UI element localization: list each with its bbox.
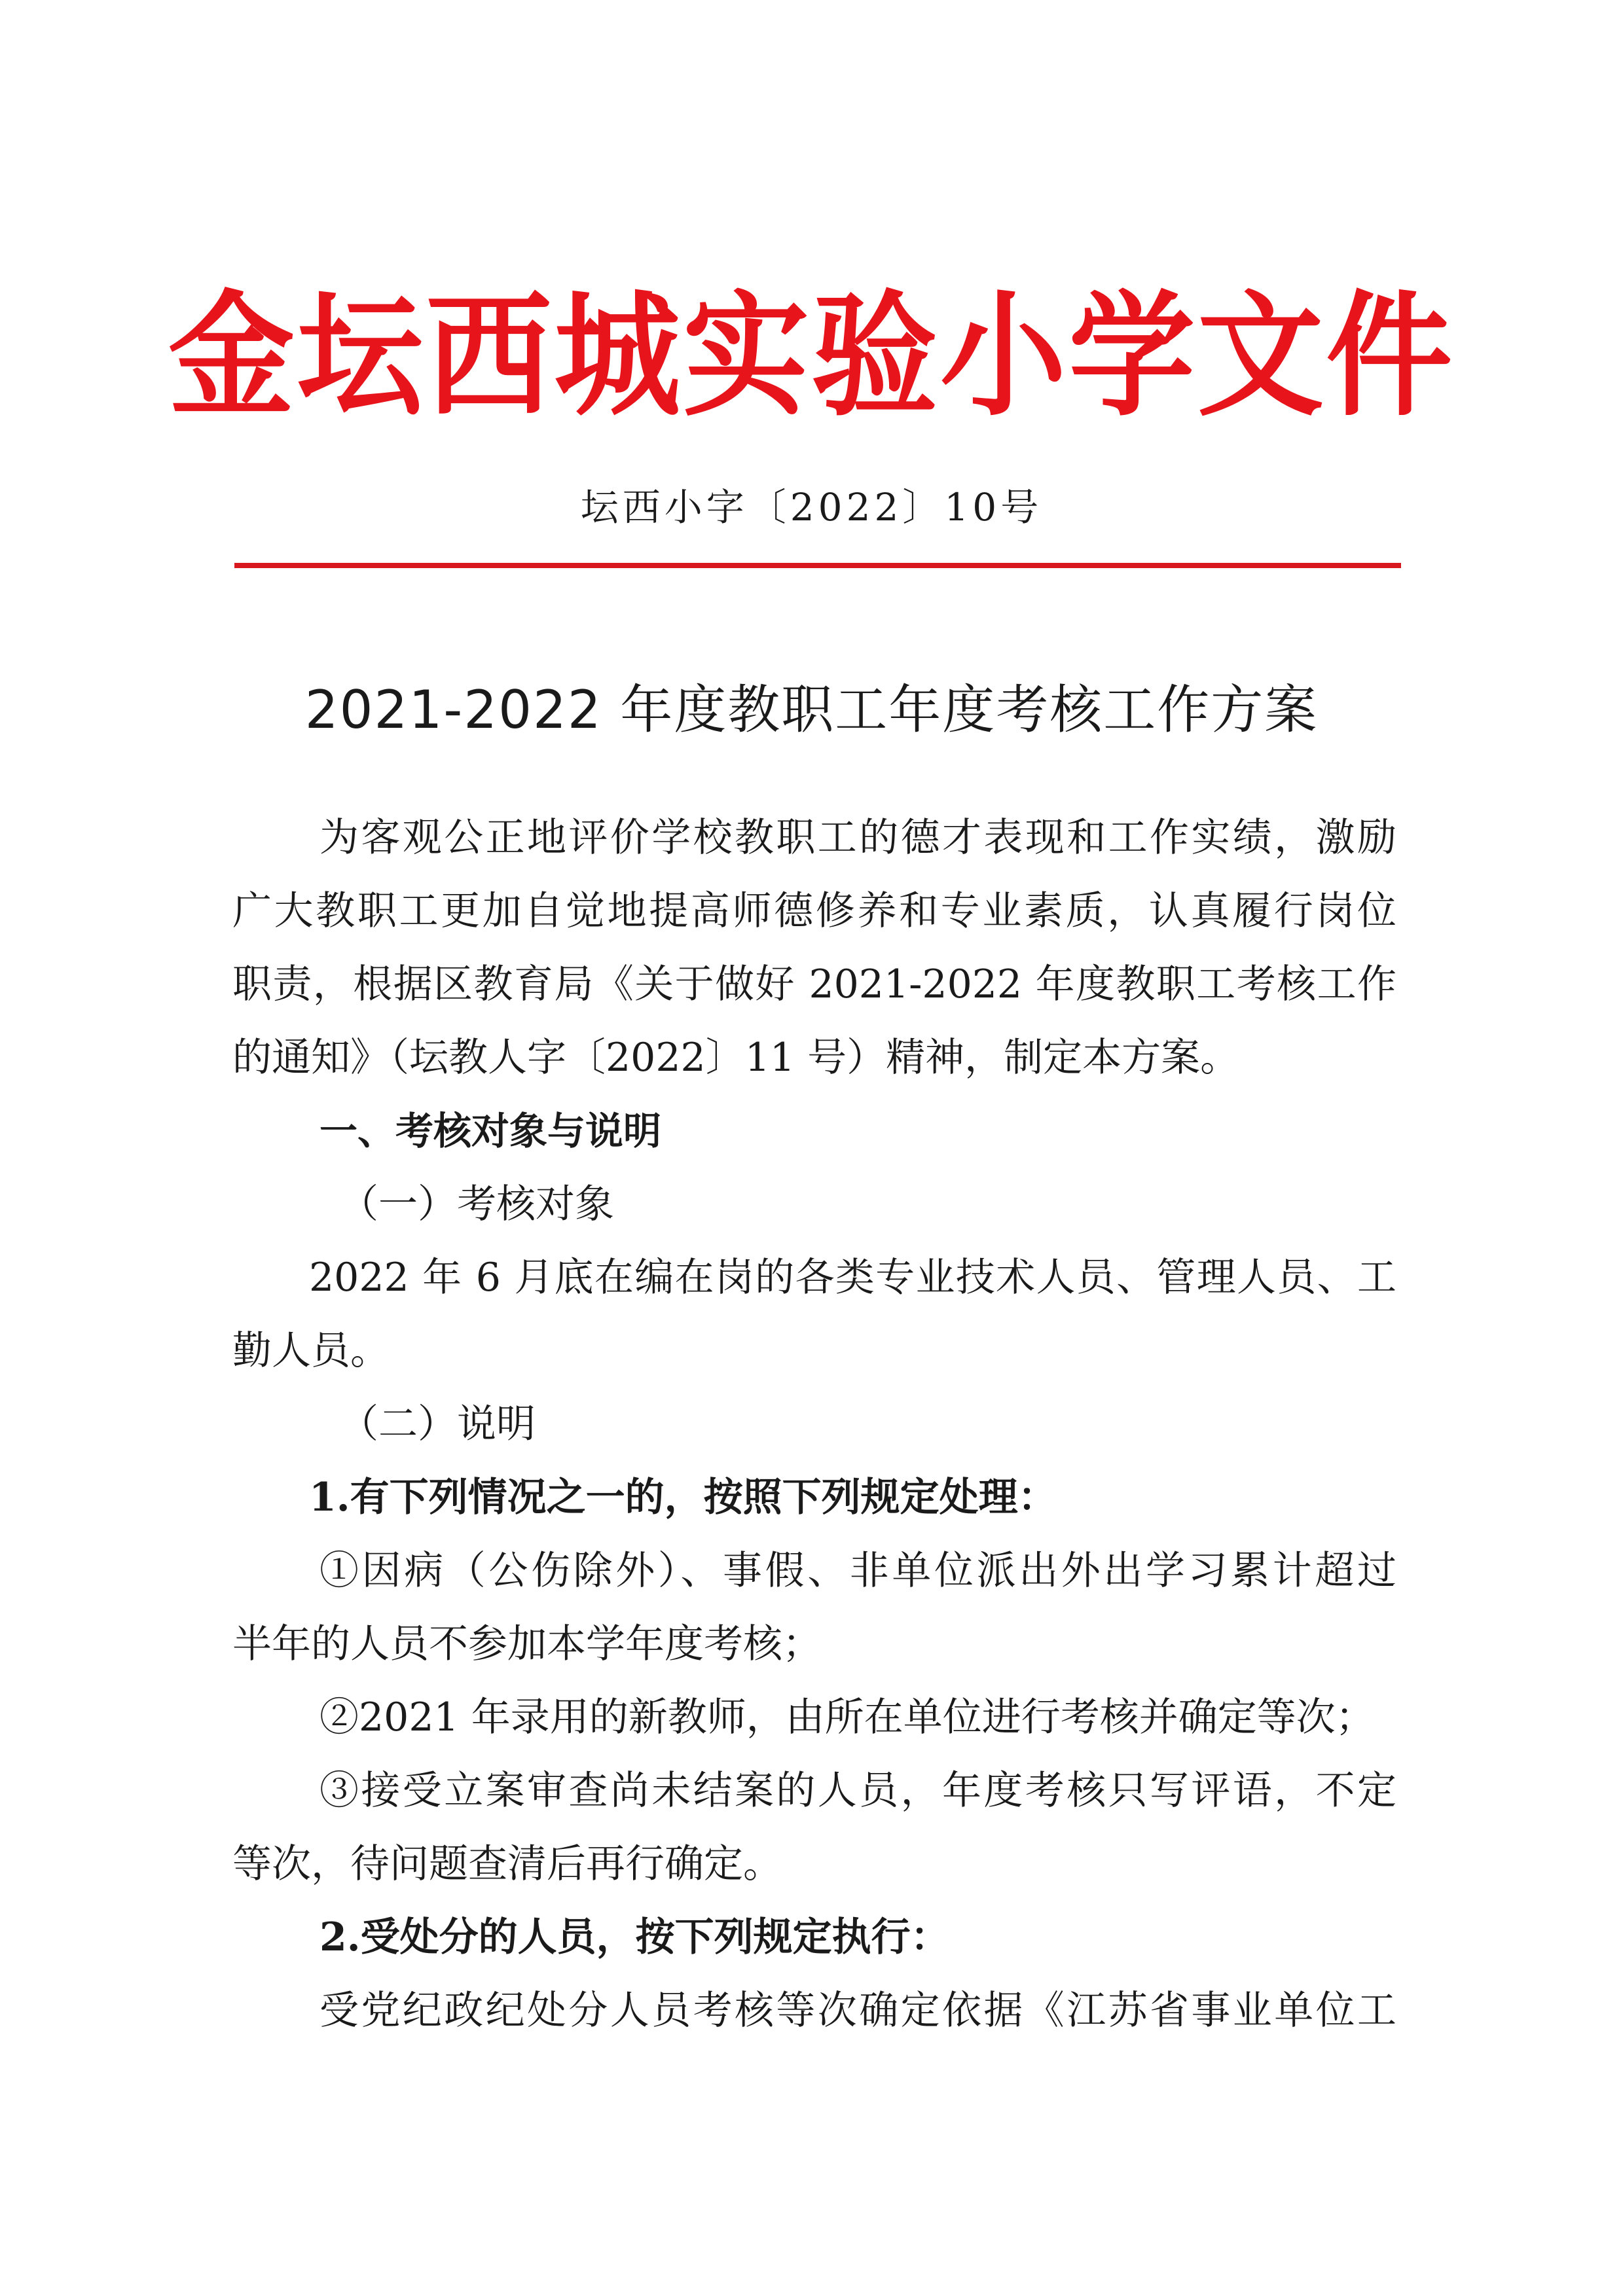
item-2-line-1: 受党纪政纪处分人员考核等次确定依据《江苏省事业单位工: [319, 1988, 1396, 2034]
item-1-line-3: ②2021 年录用的新教师，由所在单位进行考核并确定等次；: [319, 1695, 1375, 1740]
item-2-heading: 2.受处分的人员，按下列规定执行：: [319, 1914, 950, 1960]
item-1-heading: 1.有下列情况之一的，按照下列规定处理：: [309, 1475, 1057, 1520]
intro-line-4: 的通知》（坛教人字〔2022〕11 号）精神，制定本方案。: [232, 1035, 1240, 1081]
intro-line-1: 为客观公正地评价学校教职工的德才表现和工作实绩，激励: [319, 815, 1396, 861]
intro-line-2: 广大教职工更加自觉地提高师德修养和专业素质，认真履行岗位: [232, 888, 1396, 934]
section-1-heading: 一、考核对象与说明: [319, 1109, 662, 1153]
subsection-1-heading: （一）考核对象: [339, 1181, 614, 1227]
document-title: 2021-2022 年度教职工年度考核工作方案: [304, 679, 1319, 740]
document-masthead: 金坛西城实验小学文件: [168, 279, 1455, 435]
subsection-1-line-2: 勤人员。: [232, 1328, 390, 1374]
intro-line-3: 职责，根据区教育局《关于做好 2021-2022 年度教职工考核工作: [232, 961, 1396, 1007]
item-1-line-1: ①因病（公伤除外）、事假、非单位派出外出学习累计超过: [319, 1548, 1396, 1594]
item-1-line-4: ③接受立案审查尚未结案的人员，年度考核只写评语，不定: [319, 1768, 1396, 1814]
subsection-2-heading: （二）说明: [339, 1401, 536, 1447]
item-1-line-2: 半年的人员不参加本学年度考核；: [232, 1621, 822, 1667]
document-number: 坛西小字〔2022〕10号: [580, 485, 1043, 529]
item-1-line-5: 等次，待问题查清后再行确定。: [232, 1841, 782, 1887]
red-divider-rule: [234, 563, 1401, 568]
subsection-1-line-1: 2022 年 6 月底在编在岗的各类专业技术人员、管理人员、工: [309, 1255, 1396, 1300]
